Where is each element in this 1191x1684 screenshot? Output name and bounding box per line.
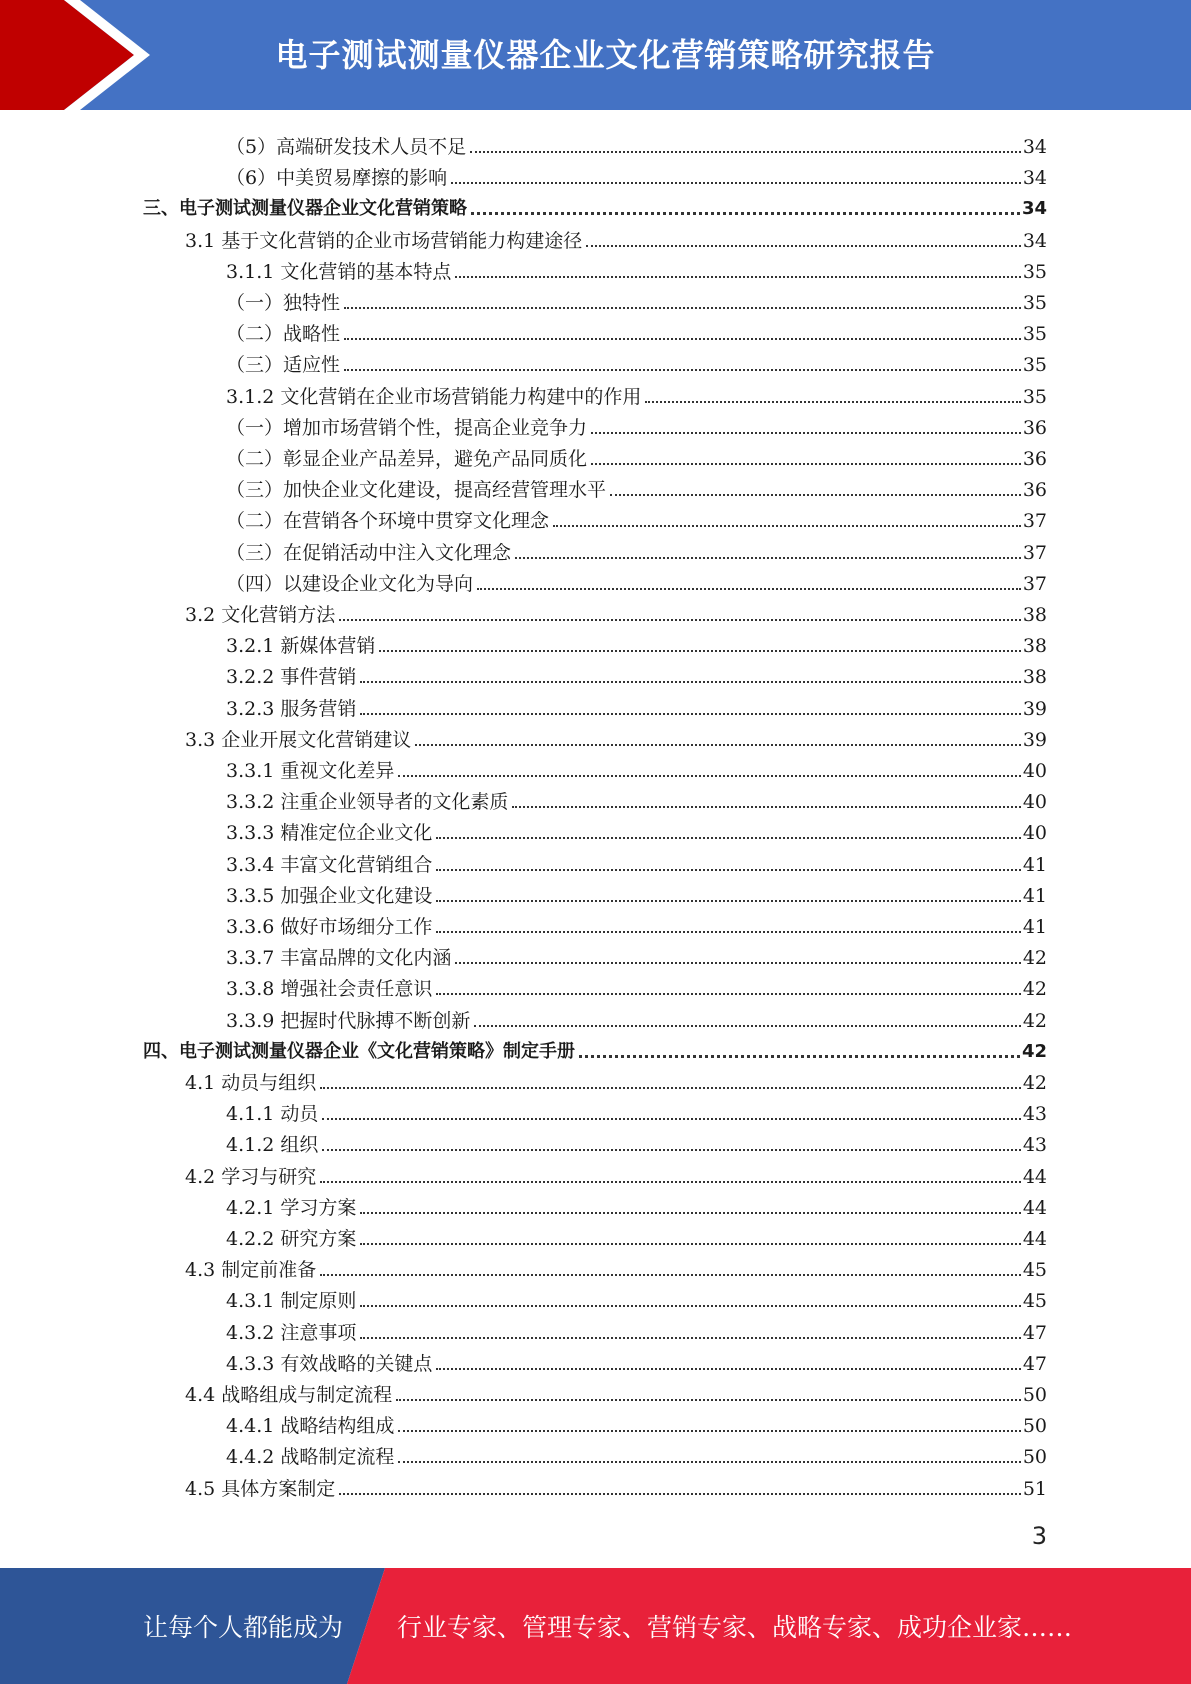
toc-entry-page: 42 <box>1022 947 1047 969</box>
toc-entry[interactable] <box>185 1158 1047 1189</box>
toc-entry[interactable] <box>226 908 1047 939</box>
toc-entry-title: 三、电子测试测量仪器企业文化营销策略 <box>143 198 467 219</box>
toc-entry-title: 四、电子测试测量仪器企业《文化营销策略》制定手册 <box>143 1041 575 1062</box>
toc-entry-page: 42 <box>1022 1010 1047 1032</box>
report-title: 电子测试测量仪器企业文化营销策略研究报告 <box>275 36 936 74</box>
toc-entry-page: 50 <box>1022 1384 1047 1406</box>
toc-entry-title: 3.3.1 重视文化差异 <box>226 760 395 782</box>
toc-dot-leader <box>398 1430 1020 1432</box>
toc-dot-leader <box>591 432 1021 434</box>
toc-entry[interactable] <box>226 1220 1047 1251</box>
toc-dot-leader <box>610 494 1021 496</box>
toc-entry[interactable] <box>185 1376 1047 1407</box>
toc-dot-leader <box>320 1181 1021 1183</box>
toc-entry-page: 43 <box>1022 1103 1047 1125</box>
toc-entry[interactable] <box>185 222 1047 253</box>
toc-entry-page: 35 <box>1022 292 1047 314</box>
toc-entry[interactable] <box>226 534 1047 565</box>
toc-entry-title: （三）加快企业文化建设，提高经营管理水平 <box>226 479 607 501</box>
toc-entry-page: 42 <box>1021 1041 1047 1062</box>
toc-dot-leader <box>360 681 1020 683</box>
toc-entry-page: 34 <box>1022 167 1047 189</box>
toc-entry[interactable] <box>226 409 1047 440</box>
toc-entry-title: 3.1 基于文化营销的企业市场营销能力构建途径 <box>185 230 583 252</box>
toc-dot-leader <box>436 993 1020 995</box>
toc-entry-page: 39 <box>1022 698 1047 720</box>
footer-banner <box>0 1568 1191 1684</box>
toc-dot-leader <box>360 713 1020 715</box>
toc-entry[interactable] <box>226 128 1047 159</box>
toc-entry-page: 40 <box>1022 791 1047 813</box>
toc-entry-title: （二）战略性 <box>226 323 341 345</box>
toc-entry-title: 4.5 具体方案制定 <box>185 1478 336 1500</box>
toc-dot-leader <box>512 806 1020 808</box>
toc-entry[interactable] <box>226 346 1047 377</box>
toc-entry-title: 3.1.2 文化营销在企业市场营销能力构建中的作用 <box>226 386 642 408</box>
toc-entry[interactable] <box>226 658 1047 689</box>
toc-dot-leader <box>455 276 1020 278</box>
toc-entry[interactable] <box>143 190 1047 221</box>
toc-entry-page: 40 <box>1022 760 1047 782</box>
toc-entry-page: 38 <box>1022 666 1047 688</box>
toc-entry[interactable] <box>226 1002 1047 1033</box>
toc-dot-leader <box>344 338 1021 340</box>
toc-entry-page: 34 <box>1022 136 1047 158</box>
toc-dot-leader <box>360 1243 1020 1245</box>
toc-entry-page: 34 <box>1021 198 1047 219</box>
toc-entry[interactable] <box>226 814 1047 845</box>
toc-dot-leader <box>415 744 1021 746</box>
toc-dot-leader <box>474 1025 1020 1027</box>
toc-entry-page: 45 <box>1022 1259 1047 1281</box>
toc-dot-leader <box>436 1368 1020 1370</box>
toc-entry-title: 4.2 学习与研究 <box>185 1166 317 1188</box>
toc-entry-page: 39 <box>1022 729 1047 751</box>
toc-entry-title: 3.3.5 加强企业文化建设 <box>226 885 433 907</box>
toc-entry-title: 4.2.1 学习方案 <box>226 1197 357 1219</box>
toc-entry-title: （一）增加市场营销个性，提高企业竞争力 <box>226 417 588 439</box>
toc-entry-page: 43 <box>1022 1134 1047 1156</box>
toc-entry-title: 4.3 制定前准备 <box>185 1259 317 1281</box>
toc-entry[interactable] <box>226 440 1047 471</box>
toc-entry-title: 3.3.8 增强社会责任意识 <box>226 978 433 1000</box>
toc-entry-page: 50 <box>1022 1446 1047 1468</box>
toc-entry[interactable] <box>226 877 1047 908</box>
toc-dot-leader <box>470 151 1021 153</box>
toc-entry-page: 34 <box>1022 230 1047 252</box>
toc-dot-leader <box>322 1149 1020 1151</box>
toc-dot-leader <box>322 1118 1020 1120</box>
toc-entry-title: （二）彰显企业产品差异，避免产品同质化 <box>226 448 588 470</box>
toc-entry-page: 35 <box>1022 261 1047 283</box>
toc-entry[interactable] <box>226 565 1047 596</box>
toc-entry[interactable] <box>185 1470 1047 1501</box>
toc-entry[interactable] <box>226 1095 1047 1126</box>
toc-entry-page: 37 <box>1022 542 1047 564</box>
toc-entry[interactable] <box>226 752 1047 783</box>
toc-dot-leader <box>344 307 1021 309</box>
toc-entry-page: 40 <box>1022 822 1047 844</box>
toc-dot-leader <box>360 1337 1020 1339</box>
toc-dot-leader <box>586 245 1021 247</box>
toc-entry[interactable] <box>226 1314 1047 1345</box>
header-banner <box>0 0 1191 110</box>
toc-entry-page: 42 <box>1022 1072 1047 1094</box>
page-number: 3 <box>1031 1522 1047 1550</box>
toc-entry[interactable] <box>226 502 1047 533</box>
toc-entry-title: 3.2.2 事件营销 <box>226 666 357 688</box>
toc-entry-page: 36 <box>1022 417 1047 439</box>
toc-entry[interactable] <box>226 378 1047 409</box>
toc-entry[interactable] <box>226 284 1047 315</box>
toc-dot-leader <box>360 1212 1020 1214</box>
toc-dot-leader <box>398 775 1020 777</box>
toc-entry[interactable] <box>226 939 1047 970</box>
toc-dot-leader <box>396 1399 1021 1401</box>
toc-dot-leader <box>344 369 1021 371</box>
toc-entry-title: 3.3 企业开展文化营销建议 <box>185 729 412 751</box>
toc-entry[interactable] <box>185 721 1047 752</box>
toc-entry-title: （四）以建设企业文化为导向 <box>226 573 474 595</box>
toc-entry-title: 3.2.1 新媒体营销 <box>226 635 376 657</box>
toc-entry-title: 4.1 动员与组织 <box>185 1072 317 1094</box>
toc-entry-page: 37 <box>1022 573 1047 595</box>
toc-entry-title: （三）在促销活动中注入文化理念 <box>226 542 512 564</box>
toc-entry[interactable] <box>226 970 1047 1001</box>
toc-entry-page: 42 <box>1022 978 1047 1000</box>
toc-dot-leader <box>455 962 1020 964</box>
toc-entry[interactable] <box>226 159 1047 190</box>
toc-entry[interactable] <box>226 783 1047 814</box>
toc-entry-title: 4.1.2 组织 <box>226 1134 319 1156</box>
toc-dot-leader <box>339 619 1021 621</box>
toc-dot-leader <box>339 1493 1021 1495</box>
toc-entry-title: 3.3.9 把握时代脉搏不断创新 <box>226 1010 471 1032</box>
toc-entry-page: 50 <box>1022 1415 1047 1437</box>
toc-dot-leader <box>477 588 1021 590</box>
toc-entry[interactable] <box>226 1407 1047 1438</box>
toc-entry-page: 45 <box>1022 1290 1047 1312</box>
toc-entry[interactable] <box>185 596 1047 627</box>
toc-entry-title: 3.3.2 注重企业领导者的文化素质 <box>226 791 509 813</box>
toc-dot-leader <box>515 557 1021 559</box>
toc-dot-leader <box>436 869 1020 871</box>
footer-slogan-left: 让每个人都能成为 <box>143 1613 344 1642</box>
toc-entry-page: 36 <box>1022 479 1047 501</box>
toc-dot-leader <box>436 900 1020 902</box>
toc-entry-page: 44 <box>1022 1197 1047 1219</box>
toc-entry-page: 38 <box>1022 604 1047 626</box>
toc-entry[interactable] <box>185 1064 1047 1095</box>
toc-dot-leader <box>360 1305 1020 1307</box>
toc-entry[interactable] <box>226 315 1047 346</box>
toc-entry-page: 41 <box>1022 885 1047 907</box>
toc-entry-title: （三）适应性 <box>226 354 341 376</box>
toc-entry[interactable] <box>226 253 1047 284</box>
toc-entry[interactable] <box>226 471 1047 502</box>
toc-entry[interactable] <box>226 1438 1047 1469</box>
toc-entry-title: 4.1.1 动员 <box>226 1103 319 1125</box>
toc-entry-page: 41 <box>1022 916 1047 938</box>
toc-entry-title: 4.3.3 有效战略的关键点 <box>226 1353 433 1375</box>
toc-entry[interactable] <box>185 1251 1047 1282</box>
toc-entry-page: 35 <box>1022 323 1047 345</box>
toc-entry-title: 3.1.1 文化营销的基本特点 <box>226 261 452 283</box>
toc-entry[interactable] <box>226 1282 1047 1313</box>
toc-entry[interactable] <box>226 627 1047 658</box>
toc-entry-title: 3.3.4 丰富文化营销组合 <box>226 854 433 876</box>
toc-dot-leader <box>436 837 1020 839</box>
toc-dot-leader <box>451 182 1021 184</box>
toc-entry-title: （6）中美贸易摩擦的影响 <box>226 167 448 189</box>
toc-entry[interactable] <box>226 690 1047 721</box>
toc-dot-leader <box>320 1274 1021 1276</box>
toc-entry-title: 3.3.6 做好市场细分工作 <box>226 916 433 938</box>
toc-dot-leader <box>579 1055 1020 1058</box>
toc-entry-title: 3.2 文化营销方法 <box>185 604 336 626</box>
toc-dot-leader <box>398 1461 1020 1463</box>
toc-entry-page: 35 <box>1022 354 1047 376</box>
toc-entry-page: 51 <box>1022 1478 1047 1500</box>
toc-entry-page: 41 <box>1022 854 1047 876</box>
toc-entry-page: 44 <box>1022 1228 1047 1250</box>
toc-dot-leader <box>471 212 1020 215</box>
toc-entry-page: 47 <box>1022 1353 1047 1375</box>
toc-entry[interactable] <box>226 1126 1047 1157</box>
toc-entry[interactable] <box>226 846 1047 877</box>
toc-entry-title: （5）高端研发技术人员不足 <box>226 136 467 158</box>
toc-entry-page: 35 <box>1022 386 1047 408</box>
toc-entry-title: （二）在营销各个环境中贯穿文化理念 <box>226 510 550 532</box>
toc-entry-title: 3.2.3 服务营销 <box>226 698 357 720</box>
toc-dot-leader <box>645 401 1020 403</box>
toc-entry-page: 36 <box>1022 448 1047 470</box>
toc-entry-page: 38 <box>1022 635 1047 657</box>
toc-dot-leader <box>379 650 1020 652</box>
toc-entry-page: 47 <box>1022 1322 1047 1344</box>
toc-entry-title: 4.4.1 战略结构组成 <box>226 1415 395 1437</box>
toc-dot-leader <box>553 525 1021 527</box>
toc-entry-title: 4.4 战略组成与制定流程 <box>185 1384 393 1406</box>
toc-entry-page: 37 <box>1022 510 1047 532</box>
toc-entry-title: 3.3.7 丰富品牌的文化内涵 <box>226 947 452 969</box>
toc-entry-title: （一）独特性 <box>226 292 341 314</box>
toc-entry[interactable] <box>226 1345 1047 1376</box>
toc-entry[interactable] <box>226 1189 1047 1220</box>
toc-entry[interactable] <box>143 1033 1047 1064</box>
toc-entry-title: 4.4.2 战略制定流程 <box>226 1446 395 1468</box>
toc-entry-title: 3.3.3 精准定位企业文化 <box>226 822 433 844</box>
footer-slogan-right: 行业专家、管理专家、营销专家、战略专家、成功企业家…… <box>397 1613 1073 1642</box>
toc-entry-page: 44 <box>1022 1166 1047 1188</box>
toc-entry-title: 4.3.1 制定原则 <box>226 1290 357 1312</box>
toc-entry-title: 4.2.2 研究方案 <box>226 1228 357 1250</box>
toc-dot-leader <box>591 463 1021 465</box>
toc-dot-leader <box>320 1087 1021 1089</box>
toc-entry-title: 4.3.2 注意事项 <box>226 1322 357 1344</box>
toc-dot-leader <box>436 931 1020 933</box>
